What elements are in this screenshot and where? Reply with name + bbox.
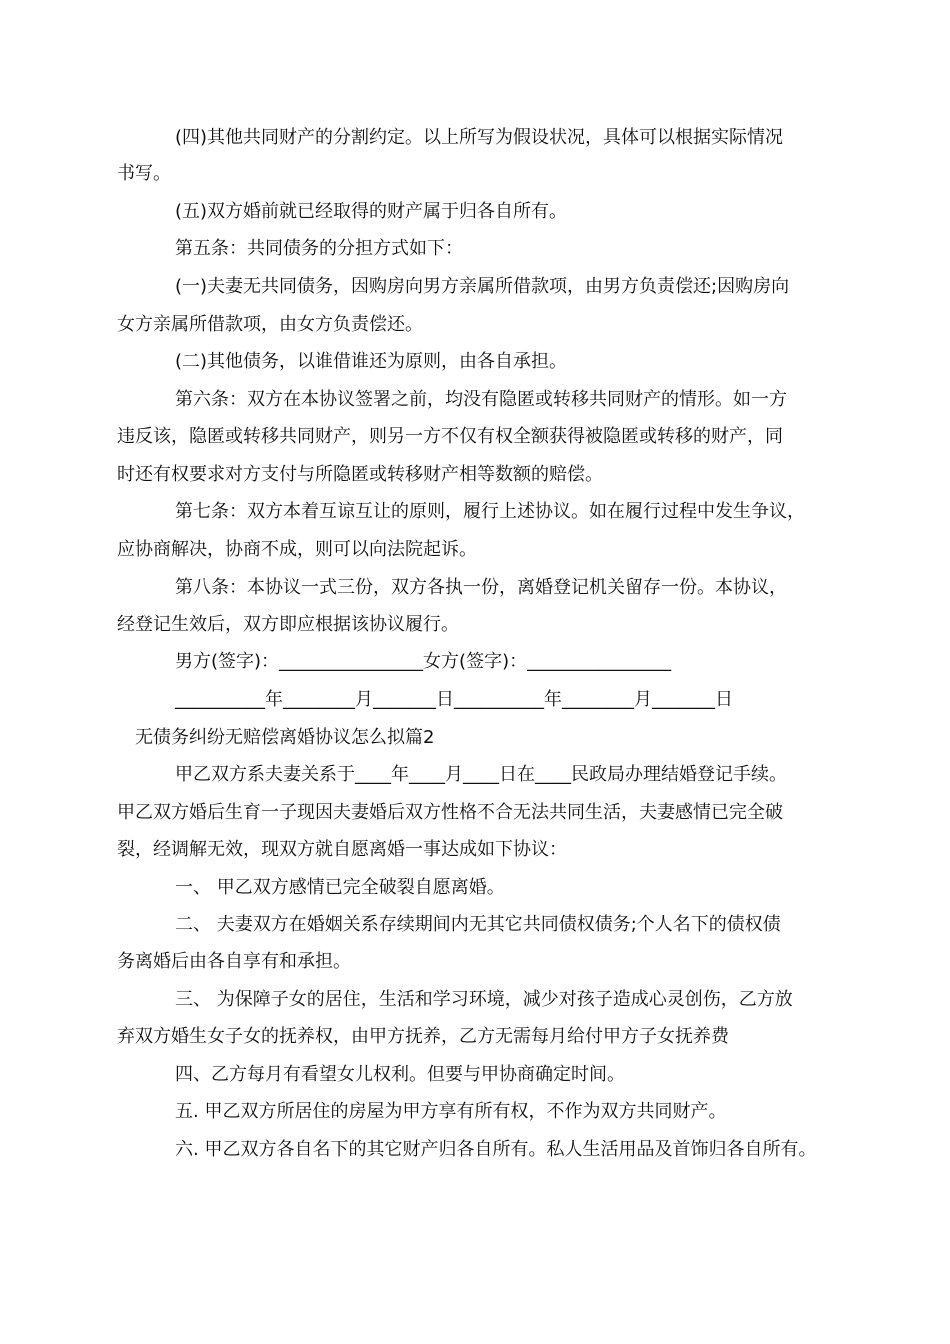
paragraph-line: 第七条：双方本着互谅互让的原则，履行上述协议。如在履行过程中发生争议， <box>175 501 805 522</box>
signature-line: 男方(签字)：________________女方(签字)：________________ <box>175 651 672 672</box>
paragraph-line: 六. 甲乙双方各自名下的其它财产归各自所有。私人生活用品及首饰归各自所有。 <box>175 1139 817 1160</box>
paragraph-line: 裂，经调解无效，现双方就自愿离婚一事达成如下协议： <box>117 839 567 860</box>
section-heading: 第五条：共同债务的分担方式如下： <box>175 238 463 259</box>
paragraph-line: 务离婚后由各自享有和承担。 <box>117 951 351 972</box>
paragraph-line: 一、 甲乙双方感情已完全破裂自愿离婚。 <box>175 877 505 898</box>
paragraph-line: 时还有权要求对方支付与所隐匿或转移财产相等数额的赔偿。 <box>117 464 603 485</box>
paragraph-line: (五)双方婚前就已经取得的财产属于归各自所有。 <box>175 201 568 222</box>
paragraph-line: 三、 为保障子女的居住，生活和学习环境，减少对孩子造成心灵创伤，乙方放 <box>175 989 793 1010</box>
paragraph-line: (四)其他共同财产的分割约定。以上所写为假设状况，具体可以根据实际情况 <box>175 127 784 148</box>
paragraph-line: 书写。 <box>117 163 171 184</box>
paragraph-line: (一)夫妻无共同债务，因购房向男方亲属所借款项，由男方负责偿还;因购房向 <box>175 276 790 297</box>
paragraph-line: 第六条：双方在本协议签署之前，均没有隐匿或转移共同财产的情形。如一方 <box>175 389 787 410</box>
date-line: __________年________月_______日__________年________月_______日 <box>175 689 733 710</box>
paragraph-line: 甲乙双方婚后生育一子现因夫妻婚后双方性格不合无法共同生活，夫妻感情已完全破 <box>117 802 783 823</box>
paragraph-line: 四、乙方每月有看望女儿权利。但要与甲协商确定时间。 <box>175 1064 625 1085</box>
paragraph-line: 弃双方婚生女子女的抚养权，由甲方抚养，乙方无需每月给付甲方子女抚养费 <box>117 1026 729 1047</box>
paragraph-line: 经登记生效后，双方即应根据该协议履行。 <box>117 614 459 635</box>
paragraph-line: (二)其他债务，以谁借谁还为原则，由各自承担。 <box>175 351 568 372</box>
section-title: 无债务纠纷无赔偿离婚协议怎么拟篇2 <box>135 727 435 748</box>
paragraph-line: 应协商解决，协商不成，则可以向法院起诉。 <box>117 539 477 560</box>
paragraph-line: 第八条：本协议一式三份，双方各执一份，离婚登记机关留存一份。本协议， <box>175 577 787 598</box>
paragraph-line: 甲乙双方系夫妻关系于____年____月____日在____民政局办理结婚登记手续。 <box>175 764 787 785</box>
paragraph-line: 违反该，隐匿或转移共同财产，则另一方不仅有权全额获得被隐匿或转移的财产，同 <box>117 426 783 447</box>
paragraph-line: 女方亲属所借款项，由女方负责偿还。 <box>117 314 423 335</box>
paragraph-line: 二、 夫妻双方在婚姻关系存续期间内无其它共同债权债务;个人名下的债权债 <box>175 914 781 935</box>
paragraph-line: 五. 甲乙双方所居住的房屋为甲方享有所有权，不作为双方共同财产。 <box>175 1101 727 1122</box>
